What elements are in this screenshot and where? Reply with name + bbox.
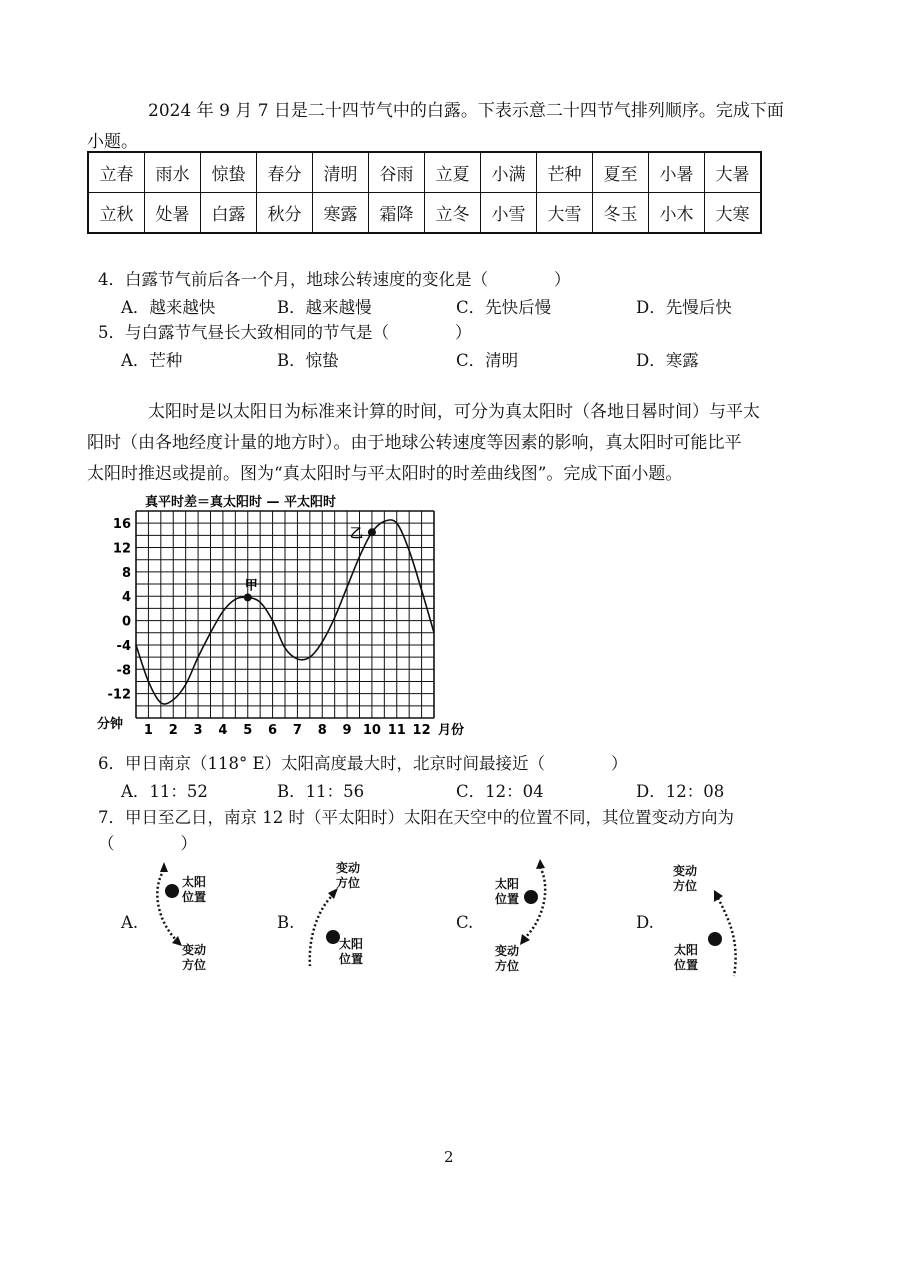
x-tick-label: 2 <box>168 723 178 738</box>
q7-a-move-label: 变动 方位 <box>182 943 207 972</box>
table-cell: 谷雨 <box>369 152 425 193</box>
table-cell: 春分 <box>257 152 313 193</box>
x-tick-label: 3 <box>193 723 203 738</box>
solar-terms-table <box>87 151 762 234</box>
x-tick-label: 8 <box>317 723 327 738</box>
x-tick-label: 4 <box>218 723 228 738</box>
q4-option-b[interactable]: B．越来越慢 <box>277 298 372 317</box>
table-cell: 大寒 <box>705 193 762 234</box>
equation-of-time-chart <box>95 488 485 746</box>
intro1-line2: 小题。 <box>87 132 138 152</box>
point-label: 乙 <box>349 526 363 542</box>
table-row <box>88 193 761 234</box>
x-tick-label: 9 <box>342 723 352 738</box>
q7-stem-blank: （ ） <box>98 834 197 853</box>
y-tick-label: 12 <box>112 541 131 557</box>
q7-option-c[interactable]: C. <box>456 913 474 932</box>
page-number: 2 <box>444 1148 454 1166</box>
y-axis-label: 分钟 <box>97 717 124 732</box>
intro2-line1: 太阳时是以太阳日为标准来计算的时间，可分为真太阳时（各地日晷时间）与平太 <box>148 402 760 422</box>
q7-option-a[interactable]: A. <box>121 913 139 932</box>
table-cell: 小满 <box>481 152 537 193</box>
table-cell: 大暑 <box>705 152 762 193</box>
x-axis-label: 月份 <box>438 723 465 738</box>
q4-option-a[interactable]: A．越来越快 <box>121 298 216 317</box>
q7-d-move-label: 变动 方位 <box>673 864 698 893</box>
table-cell: 夏至 <box>593 152 649 193</box>
data-point <box>368 528 376 536</box>
q6-option-a[interactable]: A．11：52 <box>121 782 208 801</box>
x-tick-label: 11 <box>387 723 406 738</box>
table-cell: 大雪 <box>537 193 593 234</box>
sun-dot-icon <box>524 890 538 904</box>
y-tick-label: 16 <box>112 517 131 533</box>
q5-option-b[interactable]: B．惊蛰 <box>277 351 339 370</box>
y-tick-label: 0 <box>121 614 131 630</box>
table-cell: 处暑 <box>145 193 201 234</box>
q5-option-a[interactable]: A．芒种 <box>121 351 183 370</box>
q6-option-d[interactable]: D．12：08 <box>636 782 725 801</box>
q7-stem: 7．甲日至乙日，南京 12 时（平太阳时）太阳在天空中的位置不同，其位置变动方向为 <box>98 808 734 827</box>
q4-option-d[interactable]: D．先慢后快 <box>636 298 732 317</box>
q4-option-c[interactable]: C．先快后慢 <box>456 298 552 317</box>
x-tick-label: 5 <box>243 723 253 738</box>
x-tick-label: 7 <box>292 723 302 738</box>
table-cell: 雨水 <box>145 152 201 193</box>
q4-stem: 4．白露节气前后各一个月，地球公转速度的变化是（ ） <box>98 270 571 289</box>
point-label: 甲 <box>244 578 258 594</box>
table-cell: 秋分 <box>257 193 313 234</box>
x-tick-label: 12 <box>412 723 431 738</box>
q7-c-move-label: 变动 方位 <box>495 944 520 973</box>
table-cell: 芒种 <box>537 152 593 193</box>
table-cell: 立夏 <box>425 152 481 193</box>
table-cell: 惊蛰 <box>201 152 257 193</box>
intro2-line2: 阳时（由各地经度计量的地方时）。由于地球公转速度等因素的影响，真太阳时可能比平 <box>87 433 742 453</box>
q7-option-d[interactable]: D. <box>636 913 654 932</box>
table-cell: 霜降 <box>369 193 425 234</box>
q7-diagram-d <box>700 860 760 980</box>
q7-option-b[interactable]: B. <box>277 913 295 932</box>
x-tick-label: 1 <box>143 723 153 738</box>
q6-stem: 6．甲日南京（118° E）太阳高度最大时，北京时间最接近（ ） <box>98 754 628 773</box>
y-tick-label: 4 <box>121 590 131 606</box>
data-point <box>244 593 252 601</box>
q7-a-sun-label: 太阳 位置 <box>182 875 207 904</box>
table-cell: 立秋 <box>88 193 145 234</box>
intro2-line3: 太阳时推迟或提前。图为“真太阳时与平太阳时的时差曲线图”。完成下面小题。 <box>87 464 683 484</box>
sun-dot-icon <box>165 884 179 898</box>
y-tick-labels <box>108 517 132 702</box>
y-tick-label: -8 <box>116 663 131 679</box>
sun-dot-icon <box>326 930 340 944</box>
q5-option-d[interactable]: D．寒露 <box>636 351 699 370</box>
q7-b-move-label: 变动 方位 <box>336 861 361 890</box>
y-tick-label: 8 <box>121 565 131 581</box>
q5-stem: 5．与白露节气昼长大致相同的节气是（ ） <box>98 323 472 342</box>
q6-option-b[interactable]: B．11：56 <box>277 782 365 801</box>
table-cell: 小木 <box>649 193 705 234</box>
chart-title: 真平时差＝真太阳时 — 平太阳时 <box>145 495 337 510</box>
table-cell: 寒露 <box>313 193 369 234</box>
intro1-line1: 2024 年 9 月 7 日是二十四节气中的白露。下表示意二十四节气排列顺序。完成下面 <box>148 101 784 121</box>
chart-grid <box>136 511 434 718</box>
y-tick-label: -12 <box>107 687 131 703</box>
x-tick-labels <box>144 723 431 738</box>
x-tick-label: 6 <box>268 723 278 738</box>
table-cell: 小雪 <box>481 193 537 234</box>
x-tick-label: 10 <box>362 723 381 738</box>
table-cell: 清明 <box>313 152 369 193</box>
q7-b-sun-label: 太阳 位置 <box>339 937 364 966</box>
sun-dot-icon <box>708 932 722 946</box>
table-cell: 白露 <box>201 193 257 234</box>
table-cell: 立春 <box>88 152 145 193</box>
table-cell: 冬玉 <box>593 193 649 234</box>
table-row <box>88 152 761 193</box>
q7-d-sun-label: 太阳 位置 <box>674 943 699 972</box>
table-cell: 立冬 <box>425 193 481 234</box>
table-cell: 小暑 <box>649 152 705 193</box>
q7-c-sun-label: 太阳 位置 <box>495 877 520 906</box>
q5-option-c[interactable]: C．清明 <box>456 351 519 370</box>
y-tick-label: -4 <box>116 638 131 654</box>
q6-option-c[interactable]: C．12：04 <box>456 782 544 801</box>
